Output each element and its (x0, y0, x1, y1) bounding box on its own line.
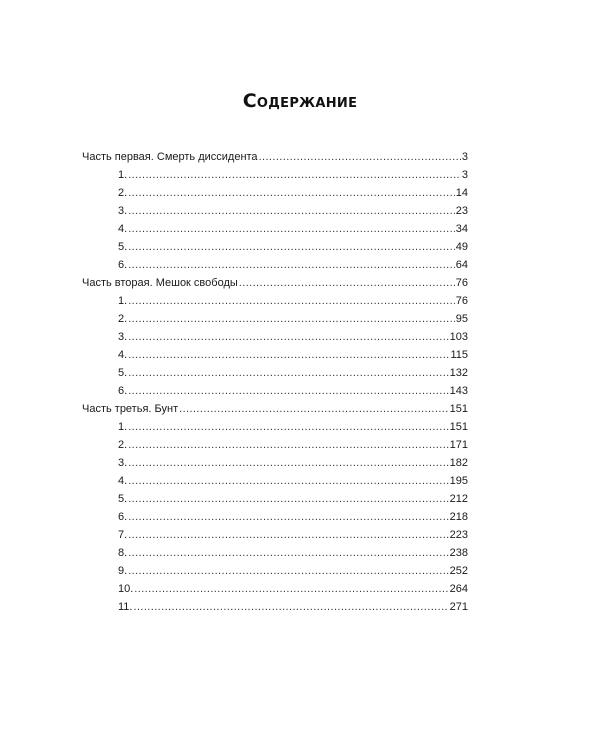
dot-leader (128, 364, 448, 382)
toc-subentry (82, 454, 468, 472)
toc-entry-label: 3. (118, 457, 128, 469)
toc-page-number: 212 (449, 493, 468, 505)
dot-leader (128, 508, 448, 526)
toc-page-number: 115 (450, 349, 468, 361)
dot-leader (128, 166, 461, 184)
dot-leader (128, 184, 455, 202)
toc-subentry (82, 418, 468, 436)
toc-entry-label: 7. (118, 529, 128, 541)
toc-subentry (82, 238, 468, 256)
toc-subentry (82, 166, 468, 184)
toc-entry-label: 3. (118, 205, 128, 217)
toc-subentry (82, 490, 468, 508)
toc-entry-label: 6. (118, 511, 128, 523)
dot-leader (239, 274, 455, 292)
toc-entry-label: 2. (118, 187, 128, 199)
toc-page-number: 223 (449, 529, 468, 541)
dot-leader (128, 238, 455, 256)
toc-subentry (82, 580, 468, 598)
dot-leader (128, 436, 448, 454)
toc-subentry (82, 346, 468, 364)
toc-entry-label: 1. (118, 421, 128, 433)
dot-leader (133, 598, 448, 616)
toc-page-number: 238 (449, 547, 468, 559)
toc-subentry (82, 202, 468, 220)
toc-entry-label: 5. (118, 367, 128, 379)
toc-page-number: 95 (455, 313, 468, 325)
toc-subentry (82, 544, 468, 562)
toc-page-number: 264 (449, 583, 468, 595)
page-title: Содержание (242, 90, 358, 112)
toc-entry-label: 9. (118, 565, 128, 577)
toc-page-number: 23 (455, 205, 468, 217)
toc-entry-label: 10. (118, 583, 134, 595)
toc-page-number: 218 (449, 511, 468, 523)
toc-page-number: 14 (455, 187, 468, 199)
dot-leader (128, 526, 448, 544)
dot-leader (128, 202, 455, 220)
toc-page-number: 143 (449, 385, 468, 397)
toc-page-number: 182 (449, 457, 468, 469)
toc-page-number: 3 (461, 169, 468, 181)
table-of-contents (82, 148, 468, 616)
dot-leader (128, 544, 448, 562)
toc-entry-label: 1. (118, 169, 128, 181)
dot-leader (128, 292, 455, 310)
dot-leader (128, 382, 448, 400)
toc-entry-label: Часть вторая. Мешок свободы (82, 277, 238, 289)
dot-leader (128, 256, 455, 274)
toc-subentry (82, 526, 468, 544)
toc-subentry (82, 598, 468, 616)
toc-subentry (82, 436, 468, 454)
toc-part-entry (82, 274, 468, 292)
dot-leader (128, 454, 448, 472)
toc-page-number: 3 (461, 151, 468, 163)
toc-page-number: 252 (449, 565, 468, 577)
toc-entry-label: 1. (118, 295, 128, 307)
toc-entry-label: 5. (118, 493, 128, 505)
toc-entry-label: 8. (118, 547, 128, 559)
toc-page-number: 76 (455, 277, 468, 289)
toc-subentry (82, 292, 468, 310)
toc-page-number: 49 (455, 241, 468, 253)
toc-page-number: 151 (449, 421, 468, 433)
toc-part-entry (82, 148, 468, 166)
toc-page-number: 151 (449, 403, 468, 415)
toc-part-entry (82, 400, 468, 418)
toc-subentry (82, 382, 468, 400)
toc-subentry (82, 310, 468, 328)
toc-page-number: 76 (455, 295, 468, 307)
dot-leader (128, 346, 449, 364)
toc-entry-label: 2. (118, 439, 128, 451)
toc-entry-label: 11. (118, 601, 133, 613)
toc-page-number: 64 (455, 259, 468, 271)
toc-page-number: 171 (449, 439, 468, 451)
toc-entry-label: 3. (118, 331, 128, 343)
dot-leader (128, 490, 448, 508)
dot-leader (134, 580, 448, 598)
dot-leader (259, 148, 461, 166)
toc-entry-label: 4. (118, 223, 128, 235)
dot-leader (128, 310, 455, 328)
toc-page-number: 195 (449, 475, 468, 487)
dot-leader (128, 472, 448, 490)
toc-subentry (82, 256, 468, 274)
toc-subentry (82, 562, 468, 580)
toc-page-number: 34 (455, 223, 468, 235)
dot-leader (128, 328, 448, 346)
toc-subentry (82, 220, 468, 238)
toc-entry-label: 4. (118, 475, 128, 487)
toc-entry-label: 6. (118, 385, 128, 397)
toc-entry-label: 6. (118, 259, 128, 271)
toc-entry-label: Часть первая. Смерть диссидента (82, 151, 258, 163)
dot-leader (179, 400, 449, 418)
toc-subentry (82, 364, 468, 382)
toc-page-number: 132 (449, 367, 468, 379)
toc-subentry (82, 508, 468, 526)
toc-subentry (82, 472, 468, 490)
dot-leader (128, 418, 448, 436)
toc-entry-label: 5. (118, 241, 128, 253)
toc-entry-label: Часть третья. Бунт (82, 403, 179, 415)
dot-leader (128, 562, 448, 580)
toc-entry-label: 2. (118, 313, 128, 325)
toc-page-number: 271 (449, 601, 468, 613)
toc-page-number: 103 (449, 331, 468, 343)
toc-subentry (82, 328, 468, 346)
toc-entry-label: 4. (118, 349, 128, 361)
toc-subentry (82, 184, 468, 202)
dot-leader (128, 220, 455, 238)
